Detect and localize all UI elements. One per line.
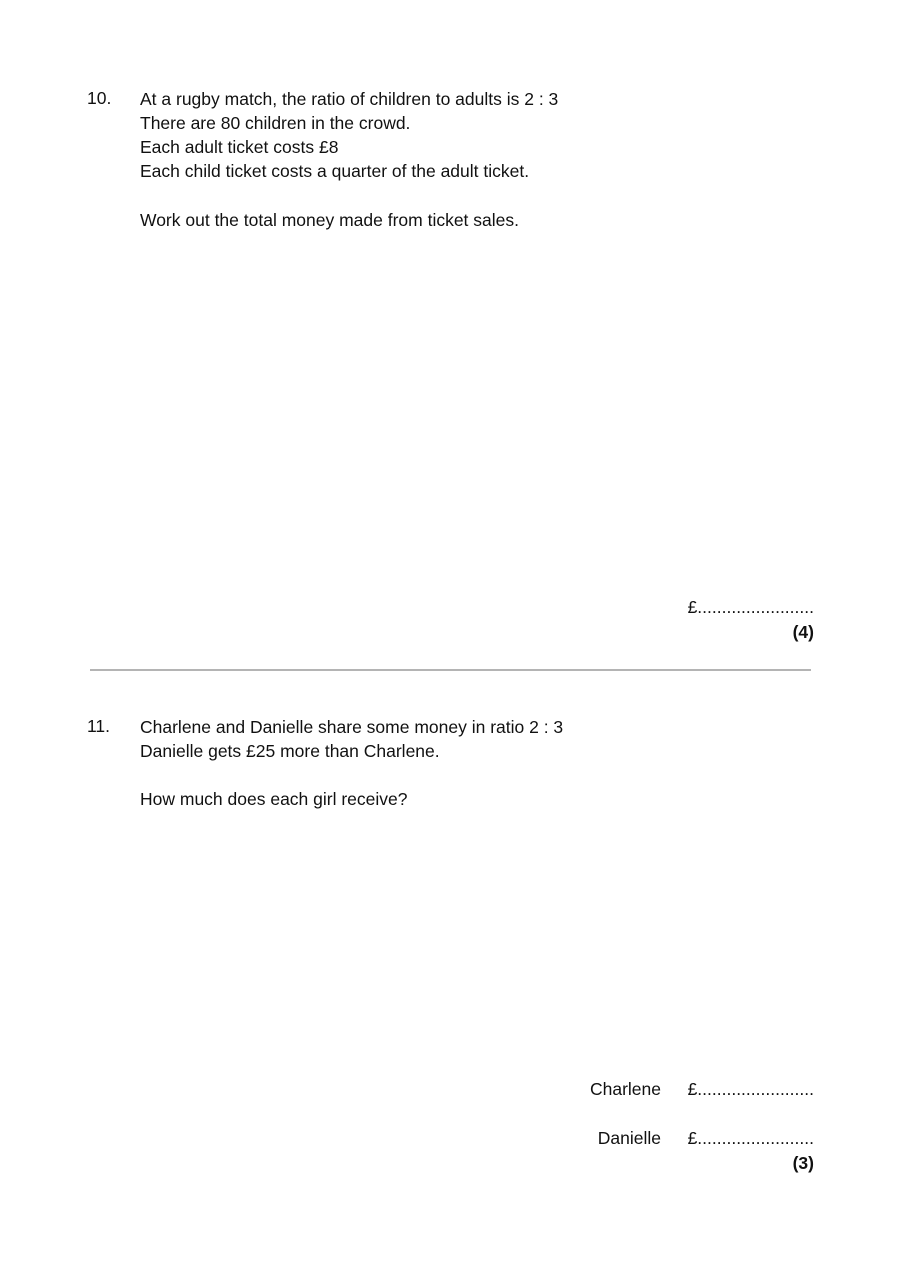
question-11-number: 11. xyxy=(87,716,111,736)
question-10-answer-line: £........................ xyxy=(687,597,814,617)
question-10-prompt: Work out the total money made from ticket sales. xyxy=(140,210,520,230)
question-10-line-1: At a rugby match, the ratio of children to adults is 2 : 3 xyxy=(140,89,559,109)
question-divider xyxy=(90,669,811,671)
question-11-marks: (3) xyxy=(792,1153,814,1173)
question-11-prompt: How much does each girl receive? xyxy=(140,789,408,809)
question-10-line-3: Each adult ticket costs £8 xyxy=(140,137,339,157)
answer-line-charlene: £........................ xyxy=(687,1079,814,1099)
answer-label-charlene: Charlene xyxy=(589,1079,661,1099)
question-11-line-1: Charlene and Danielle share some money in ratio 2 : 3 xyxy=(140,717,564,737)
question-10-number: 10. xyxy=(87,88,112,108)
question-11-line-2: Danielle gets £25 more than Charlene. xyxy=(140,741,440,761)
question-10-line-2: There are 80 children in the crowd. xyxy=(140,113,411,133)
question-10-marks: (4) xyxy=(792,622,814,642)
question-10-line-4: Each child ticket costs a quarter of the adult ticket. xyxy=(140,161,530,181)
answer-line-danielle: £........................ xyxy=(687,1128,814,1148)
answer-label-danielle: Danielle xyxy=(597,1128,661,1148)
